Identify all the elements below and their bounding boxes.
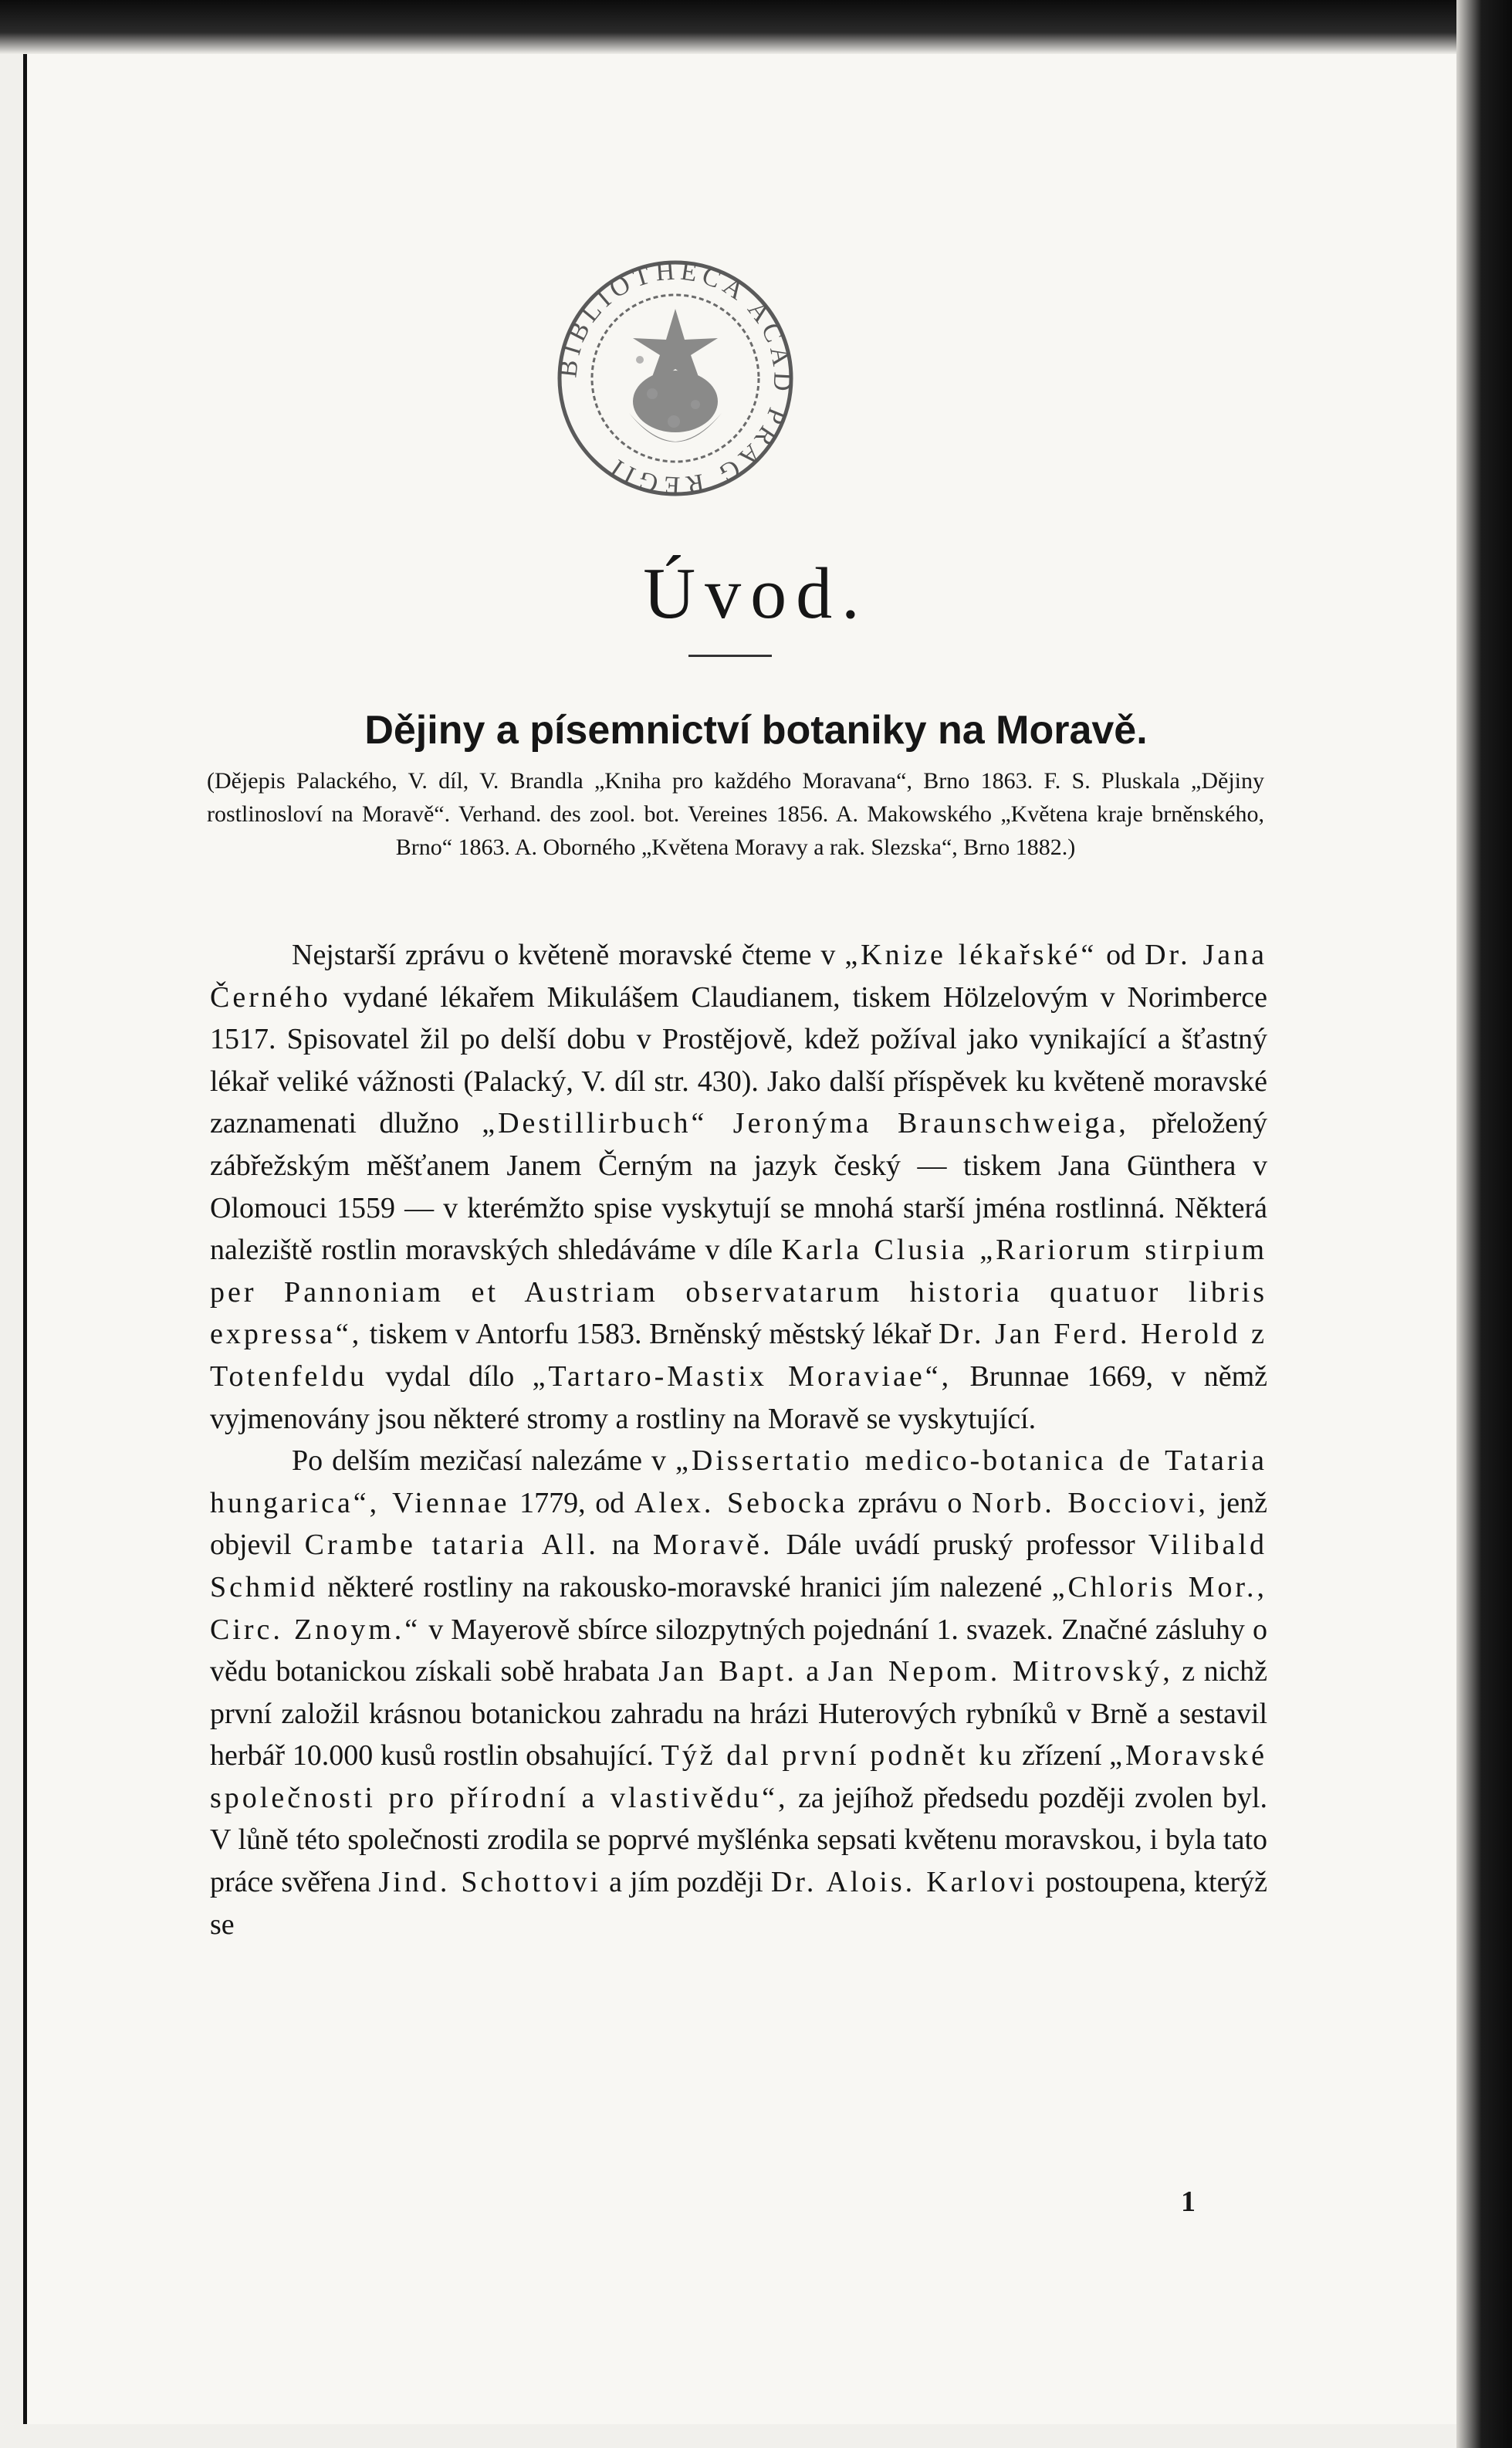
text-run: 1779, od [509,1486,634,1519]
text-run: vydal dílo [367,1359,533,1393]
text-run: z nichž první založil krásnou botanickou zahradu na hrázi Huterových rybníků v Brně a sestavil herbář 10.000 kusů rostlin obsahující. [210,1655,1267,1773]
spaced-text: Jan Bapt. [658,1655,797,1688]
spaced-text: Týž dal první podnět ku [661,1739,1015,1773]
text-run: Dále uvádí pruský professor [773,1529,1148,1562]
page-number: 1 [1181,2186,1196,2218]
library-stamp-icon [544,247,807,517]
body-text [210,934,1267,1945]
title-divider [688,655,772,657]
spaced-text: Moravě. [652,1529,773,1562]
text-run: Brunnae 1669, v němž vyjmenovány jsou některé stromy a rostliny na Moravě se vyskytující. [210,1359,1268,1435]
text-run: postoupena, kterýž se [210,1866,1268,1941]
spaced-text: Alex. Sebocka [634,1486,848,1519]
text-run: za jejíhož předsedu později zvolen byl. V lůně této společnosti zrodila se poprvé myšlénka sepsati květenu moravskou, i byla tato práce svěřena [210,1781,1267,1899]
text-run: přeložený zábřežským měšťanem Janem Černým na jazyk český — tiskem Jana Günthera v Olomouci 1559 — v kterémžto spise vyskytují se mnohá starší jména rostlinná. Některá naleziště rostlin moravských shledáváme v díle [210,1107,1267,1267]
spaced-text: Crambe tataria All. [304,1529,599,1562]
text-run: vydané lékařem Mikulášem Claudianem, tiskem Hölzelovým v Norimberce 1517. Spisovatel žil po delší dobu v Prostějově, kdež požíval jako vynikající a šťastný lékař veliké vážnosti (Palacký, V. díl str. 430). Jako další příspěvek ku květeně moravské zaznamenati dlužno [210,980,1267,1140]
text-run: některé rostliny na rakousko-moravské hranici jím nalezené [318,1570,1052,1603]
page-title: Úvod. [643,554,869,634]
spaced-text: Jan Nepom. Mitrovský, [827,1655,1173,1688]
text-run: a [797,1655,828,1688]
spaced-text: Karla Clusia „Rariorum stirpium per Pannoniam et Austriam observatarum historia quatuor libris expressa“, [210,1234,1267,1351]
spaced-text: „Knize lékařské“ [844,939,1098,971]
text-run: zřízení [1014,1739,1110,1773]
scan-right-edge [1456,0,1512,2448]
text-run: od [1097,939,1145,971]
spaced-text: „Chloris Mor., Circ. Znoym.“ [210,1570,1267,1646]
paragraph-2 [210,1440,1267,1945]
text-run: jenž objevil [210,1486,1267,1562]
spaced-text: „Destillirbuch“ Jeronýma Braunschweiga, [482,1107,1129,1140]
spaced-text: Dr. Jan Ferd. Herold z Totenfeldu [210,1318,1267,1393]
text-run: tiskem v Antorfu 1583. Brněnský městský lékař [362,1318,939,1351]
text-run: zprávu o [847,1486,972,1519]
spaced-text: „Tartaro-Mastix Moraviae“, [532,1359,952,1393]
chapter-heading: Dějiny a písemnictví botaniky na Moravě. [364,708,1148,753]
spaced-text: Dr. Alois. Karlovi [770,1866,1038,1899]
spaced-text: „Dissertatio medico-botanica de Tataria hungarica“, Viennae [210,1444,1267,1519]
spaced-text: Norb. Bocciovi, [972,1486,1209,1519]
text-run: Po delším mezičasí nalezáme v [292,1444,676,1478]
scan-top-edge [0,0,1512,54]
sources-note: (Dějepis Palackého, V. díl, V. Brandla „Kniha pro každého Moravana“, Brno 1863. F. S. Pluskala „Dějiny rostlinosloví na Moravě“. Verhand. des zool. bot. Vereines 1856. A. Makowského „Květena kraje brněnského, Brno“ 1863. A. Oborného „Květena Moravy a rak. Slezska“, Brno 1882.) [207,768,1264,860]
spaced-text: Jind. Schottovi [378,1866,602,1899]
text-run: a jím později [601,1866,771,1899]
text-run: Nejstarší zprávu o květeně moravské čteme v [292,939,845,971]
stamp-ring-text: BIBLIOTHECA ACAD PRAG REGII [553,256,797,500]
spaced-text: Vilibald Schmid [210,1529,1267,1603]
spaced-text: „Moravské společnosti pro přírodní a vlastivědu“, [210,1739,1267,1814]
text-run: na [598,1529,653,1562]
spaced-text: Dr. Jana Černého [210,939,1267,1014]
paragraph-1 [210,934,1267,1440]
text-run: v Mayerově sbírce silozpytných pojednání 1. svazek. Značné zásluhy o vědu botanickou získali sobě hrabata [210,1613,1267,1688]
